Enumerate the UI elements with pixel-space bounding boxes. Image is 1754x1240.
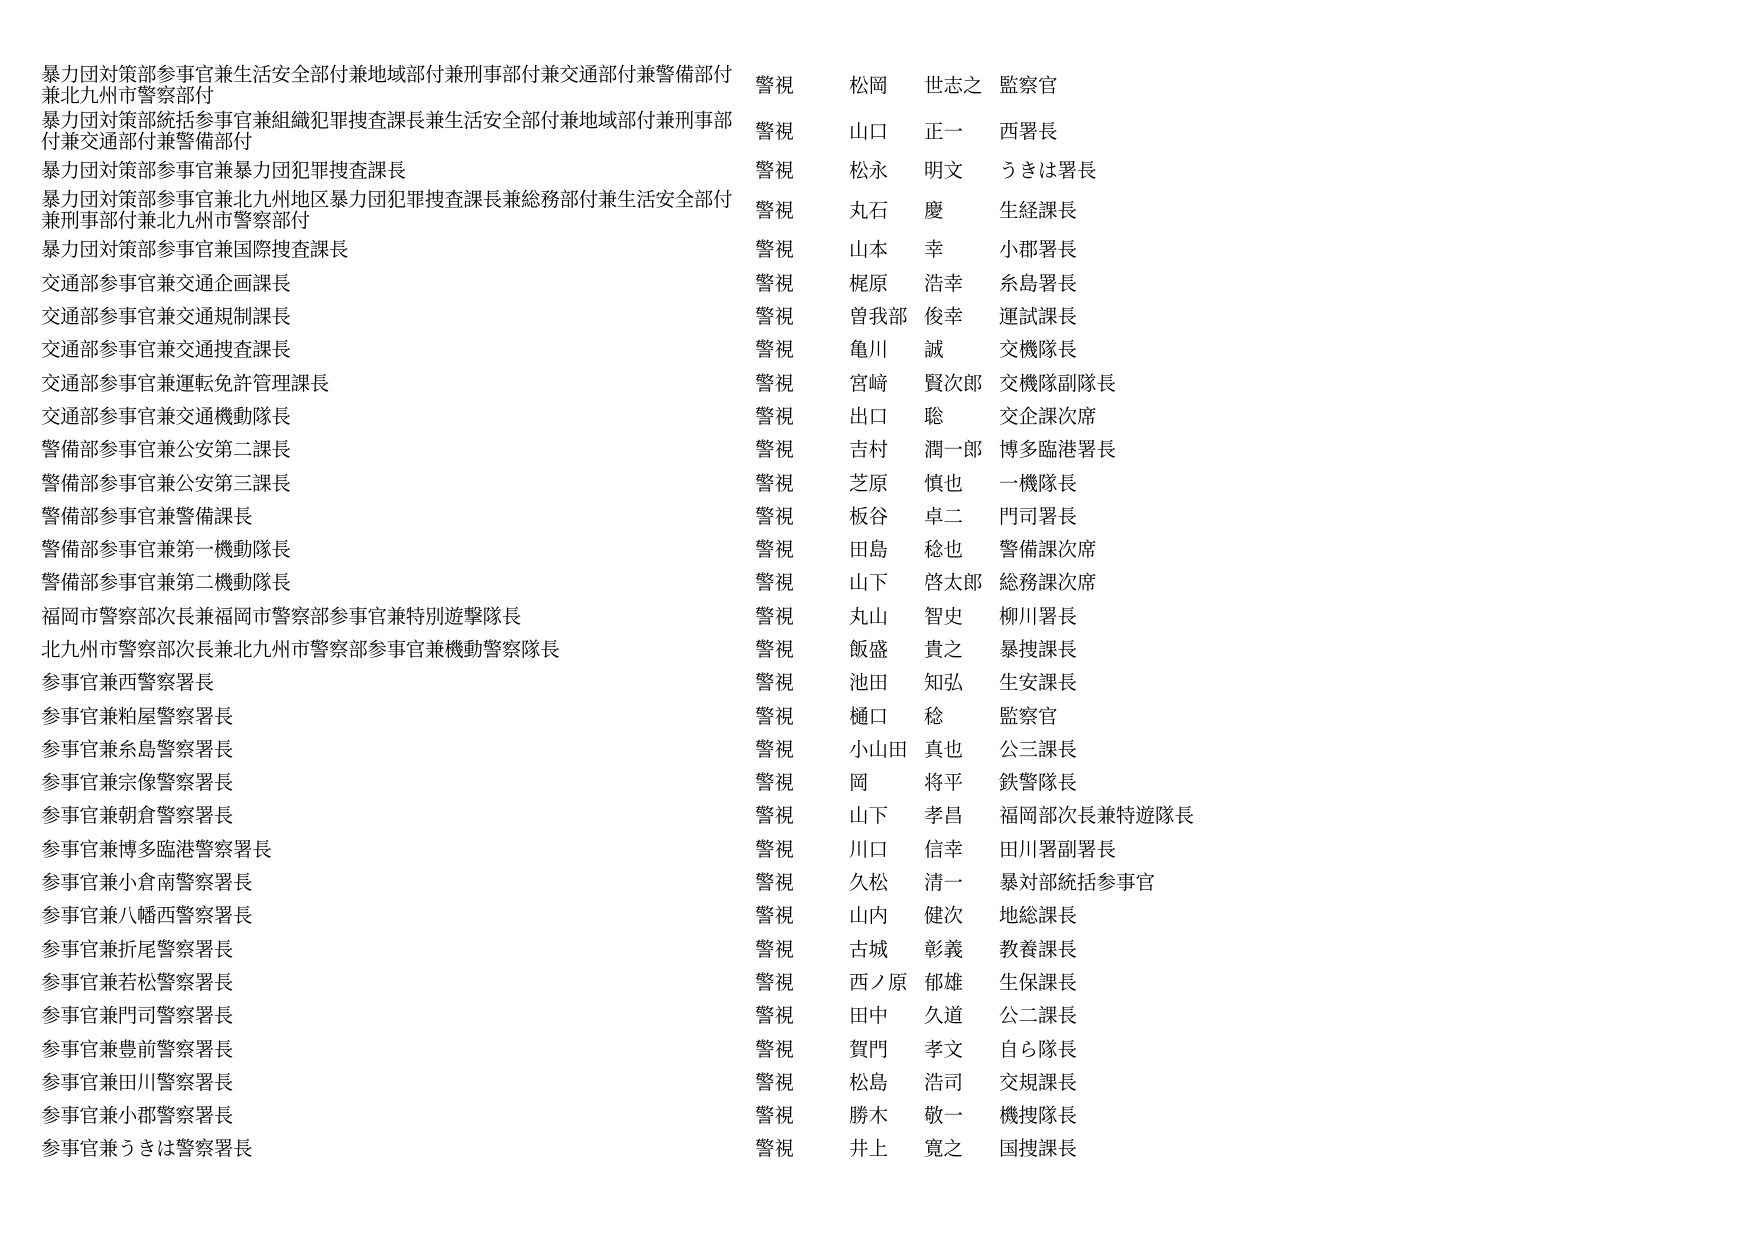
previous-post: 警備課次席 xyxy=(999,538,1097,562)
roster-row xyxy=(41,366,1299,399)
roster-row xyxy=(41,500,1299,533)
rank: 警視 xyxy=(755,970,795,994)
surname: 曽我部 xyxy=(849,305,908,329)
position-title: 参事官兼西警察署長 xyxy=(41,671,214,695)
given-name: 健次 xyxy=(924,904,964,928)
rank: 警視 xyxy=(755,1137,795,1161)
surname: 山口 xyxy=(849,119,889,143)
rank: 警視 xyxy=(755,771,795,795)
previous-post: 暴対部統括参事官 xyxy=(999,871,1156,895)
rank: 警視 xyxy=(755,671,795,695)
previous-post: 小郡署長 xyxy=(999,238,1078,262)
surname: 松永 xyxy=(849,159,889,183)
rank: 警視 xyxy=(755,937,795,961)
position-title: 参事官兼宗像警察署長 xyxy=(41,771,234,795)
rank: 警視 xyxy=(755,159,795,183)
surname: 勝木 xyxy=(849,1104,889,1128)
given-name: 貴之 xyxy=(924,638,964,661)
given-name: 智史 xyxy=(924,604,964,628)
rank: 警視 xyxy=(755,271,795,295)
given-name: 真也 xyxy=(924,737,964,761)
given-name: 孝昌 xyxy=(924,804,964,828)
rank: 警視 xyxy=(755,804,795,828)
rank: 警視 xyxy=(755,837,795,861)
position-title: 警備部参事官兼公安第二課長 xyxy=(41,438,291,462)
roster-row xyxy=(41,300,1299,333)
previous-post: 教養課長 xyxy=(999,937,1078,961)
surname: 出口 xyxy=(849,404,889,428)
given-name: 稔 xyxy=(924,704,944,728)
given-name: 稔也 xyxy=(924,538,964,562)
given-name: 慎也 xyxy=(924,471,964,495)
roster-row xyxy=(41,154,1299,187)
position-title: 参事官兼博多臨港警察署長 xyxy=(41,837,272,861)
position-title: 参事官兼八幡西警察署長 xyxy=(41,904,253,928)
roster-row xyxy=(41,400,1299,433)
surname: 岡 xyxy=(849,771,869,795)
roster-row xyxy=(41,533,1299,566)
position-title: 参事官兼豊前警察署長 xyxy=(41,1037,234,1061)
roster-row xyxy=(41,933,1299,966)
surname: 古城 xyxy=(849,937,889,961)
surname: 飯盛 xyxy=(849,638,889,661)
rank: 警視 xyxy=(755,1104,795,1128)
previous-post: 暴捜課長 xyxy=(999,638,1078,661)
position-title: 交通部参事官兼交通機動隊長 xyxy=(41,404,291,428)
position-title: 警備部参事官兼警備課長 xyxy=(41,504,253,528)
rank: 警視 xyxy=(755,371,795,395)
previous-post: 国捜課長 xyxy=(999,1137,1078,1161)
previous-post: 門司署長 xyxy=(999,504,1078,528)
given-name: 卓二 xyxy=(924,504,964,528)
roster-row xyxy=(41,566,1299,599)
roster-row xyxy=(41,62,1299,108)
roster-row xyxy=(41,1066,1299,1099)
rank: 警視 xyxy=(755,604,795,628)
roster-row xyxy=(41,1099,1299,1132)
position-title: 参事官兼朝倉警察署長 xyxy=(41,804,234,828)
position-title: 参事官兼小郡警察署長 xyxy=(41,1104,234,1128)
roster-row xyxy=(41,187,1299,233)
previous-post: 交機隊長 xyxy=(999,338,1078,362)
previous-post: 公三課長 xyxy=(999,737,1078,761)
previous-post: 博多臨港署長 xyxy=(999,438,1117,462)
previous-post: 生保課長 xyxy=(999,970,1078,994)
rank: 警視 xyxy=(755,73,795,97)
rank: 警視 xyxy=(755,119,795,143)
roster-row xyxy=(41,433,1299,466)
rank: 警視 xyxy=(755,737,795,761)
position-title: 福岡市警察部次長兼福岡市警察部参事官兼特別遊撃隊長 xyxy=(41,604,522,628)
roster-row xyxy=(41,899,1299,932)
surname: 西ノ原 xyxy=(849,970,908,994)
surname: 井上 xyxy=(849,1137,889,1161)
surname: 川口 xyxy=(849,837,889,861)
roster-row xyxy=(41,866,1299,899)
position-title: 交通部参事官兼交通企画課長 xyxy=(41,271,291,295)
previous-post: 一機隊長 xyxy=(999,471,1078,495)
given-name: 久道 xyxy=(924,1004,964,1028)
position-title: 参事官兼粕屋警察署長 xyxy=(41,704,234,728)
previous-post: 機捜隊長 xyxy=(999,1104,1078,1128)
given-name: 聡 xyxy=(924,404,944,428)
previous-post: 生安課長 xyxy=(999,671,1078,695)
rank: 警視 xyxy=(755,638,795,661)
surname: 樋口 xyxy=(849,704,889,728)
roster-row xyxy=(41,267,1299,300)
given-name: 浩幸 xyxy=(924,271,964,295)
surname: 梶原 xyxy=(849,271,889,295)
rank: 警視 xyxy=(755,404,795,428)
surname: 小山田 xyxy=(849,737,908,761)
position-title: 参事官兼うきは警察署長 xyxy=(41,1137,253,1161)
given-name: 郁雄 xyxy=(924,970,964,994)
previous-post: 交企課次席 xyxy=(999,404,1097,428)
position-title: 警備部参事官兼第一機動隊長 xyxy=(41,538,291,562)
given-name: 敬一 xyxy=(924,1104,964,1128)
roster-row xyxy=(41,108,1299,154)
roster-row xyxy=(41,766,1299,799)
rank: 警視 xyxy=(755,904,795,928)
given-name: 彰義 xyxy=(924,937,964,961)
rank: 警視 xyxy=(755,1070,795,1094)
surname: 板谷 xyxy=(849,504,889,528)
given-name: 将平 xyxy=(924,771,964,795)
roster-row xyxy=(41,1032,1299,1065)
roster-row xyxy=(41,466,1299,499)
roster-row xyxy=(41,333,1299,366)
roster-row xyxy=(41,966,1299,999)
surname: 池田 xyxy=(849,671,889,695)
surname: 芝原 xyxy=(849,471,889,495)
previous-post: 公二課長 xyxy=(999,1004,1078,1028)
rank: 警視 xyxy=(755,504,795,528)
rank: 警視 xyxy=(755,305,795,329)
position-title: 交通部参事官兼交通捜査課長 xyxy=(41,338,291,362)
rank: 警視 xyxy=(755,471,795,495)
given-name: 寛之 xyxy=(924,1137,964,1161)
given-name: 知弘 xyxy=(924,671,964,695)
rank: 警視 xyxy=(755,238,795,262)
position-title: 暴力団対策部統括参事官兼組織犯罪捜査課長兼生活安全部付兼地域部付兼刑事部付兼交通部付兼警備部付 xyxy=(41,109,733,153)
roster-row xyxy=(41,733,1299,766)
surname: 賀門 xyxy=(849,1037,889,1061)
previous-post: 糸島署長 xyxy=(999,271,1078,295)
surname: 久松 xyxy=(849,871,889,895)
rank: 警視 xyxy=(755,571,795,595)
surname: 田島 xyxy=(849,538,889,562)
personnel-roster xyxy=(41,62,1299,1166)
roster-row xyxy=(41,633,1299,666)
surname: 山本 xyxy=(849,238,889,262)
position-title: 北九州市警察部次長兼北九州市警察部参事官兼機動警察隊長 xyxy=(41,638,560,661)
previous-post: 福岡部次長兼特遊隊長 xyxy=(999,804,1195,828)
given-name: 孝文 xyxy=(924,1037,964,1061)
position-title: 参事官兼折尾警察署長 xyxy=(41,937,234,961)
previous-post: 総務課次席 xyxy=(999,571,1097,595)
previous-post: 田川署副署長 xyxy=(999,837,1117,861)
position-title: 参事官兼糸島警察署長 xyxy=(41,737,234,761)
given-name: 信幸 xyxy=(924,837,964,861)
previous-post: 自ら隊長 xyxy=(999,1037,1078,1061)
given-name: 正一 xyxy=(924,119,964,143)
position-title: 暴力団対策部参事官兼暴力団犯罪捜査課長 xyxy=(41,159,406,183)
position-title: 参事官兼小倉南警察署長 xyxy=(41,871,253,895)
previous-post: 地総課長 xyxy=(999,904,1078,928)
surname: 吉村 xyxy=(849,438,889,462)
position-title: 暴力団対策部参事官兼国際捜査課長 xyxy=(41,238,349,262)
previous-post: 交規課長 xyxy=(999,1070,1078,1094)
given-name: 明文 xyxy=(924,159,964,183)
roster-row xyxy=(41,233,1299,266)
surname: 松岡 xyxy=(849,73,889,97)
previous-post: 監察官 xyxy=(999,73,1058,97)
roster-row xyxy=(41,699,1299,732)
surname: 亀川 xyxy=(849,338,889,362)
roster-row xyxy=(41,600,1299,633)
rank: 警視 xyxy=(755,338,795,362)
position-title: 参事官兼若松警察署長 xyxy=(41,970,234,994)
given-name: 慶 xyxy=(924,198,944,222)
position-title: 暴力団対策部参事官兼北九州地区暴力団犯罪捜査課長兼総務部付兼生活安全部付兼刑事部付兼北九州市警察部付 xyxy=(41,188,733,233)
given-name: 幸 xyxy=(924,238,944,262)
previous-post: 生経課長 xyxy=(999,198,1078,222)
rank: 警視 xyxy=(755,871,795,895)
previous-post: 西署長 xyxy=(999,119,1058,143)
previous-post: 監察官 xyxy=(999,704,1058,728)
surname: 田中 xyxy=(849,1004,889,1028)
position-title: 交通部参事官兼運転免許管理課長 xyxy=(41,371,330,395)
given-name: 潤一郎 xyxy=(924,438,983,462)
given-name: 啓太郎 xyxy=(924,571,983,595)
given-name: 誠 xyxy=(924,338,944,362)
rank: 警視 xyxy=(755,1037,795,1061)
given-name: 浩司 xyxy=(924,1070,964,1094)
surname: 宮﨑 xyxy=(849,371,889,395)
previous-post: 運試課長 xyxy=(999,305,1078,329)
rank: 警視 xyxy=(755,538,795,562)
position-title: 参事官兼門司警察署長 xyxy=(41,1004,234,1028)
previous-post: うきは署長 xyxy=(999,159,1097,183)
given-name: 俊幸 xyxy=(924,305,964,329)
given-name: 世志之 xyxy=(924,73,983,97)
previous-post: 鉄警隊長 xyxy=(999,771,1078,795)
given-name: 清一 xyxy=(924,871,964,895)
position-title: 参事官兼田川警察署長 xyxy=(41,1070,234,1094)
given-name: 賢次郎 xyxy=(924,371,983,395)
surname: 山内 xyxy=(849,904,889,928)
previous-post: 柳川署長 xyxy=(999,604,1078,628)
surname: 丸山 xyxy=(849,604,889,628)
surname: 松島 xyxy=(849,1070,889,1094)
previous-post: 交機隊副隊長 xyxy=(999,371,1117,395)
rank: 警視 xyxy=(755,198,795,222)
position-title: 交通部参事官兼交通規制課長 xyxy=(41,305,291,329)
roster-row xyxy=(41,666,1299,699)
roster-row xyxy=(41,799,1299,832)
position-title: 暴力団対策部参事官兼生活安全部付兼地域部付兼刑事部付兼交通部付兼警備部付兼北九州市警察部付 xyxy=(41,63,733,107)
roster-row xyxy=(41,999,1299,1032)
roster-row xyxy=(41,1132,1299,1165)
surname: 丸石 xyxy=(849,198,889,222)
rank: 警視 xyxy=(755,438,795,462)
surname: 山下 xyxy=(849,571,889,595)
roster-row xyxy=(41,833,1299,866)
position-title: 警備部参事官兼公安第三課長 xyxy=(41,471,291,495)
surname: 山下 xyxy=(849,804,889,828)
rank: 警視 xyxy=(755,1004,795,1028)
rank: 警視 xyxy=(755,704,795,728)
position-title: 警備部参事官兼第二機動隊長 xyxy=(41,571,291,595)
